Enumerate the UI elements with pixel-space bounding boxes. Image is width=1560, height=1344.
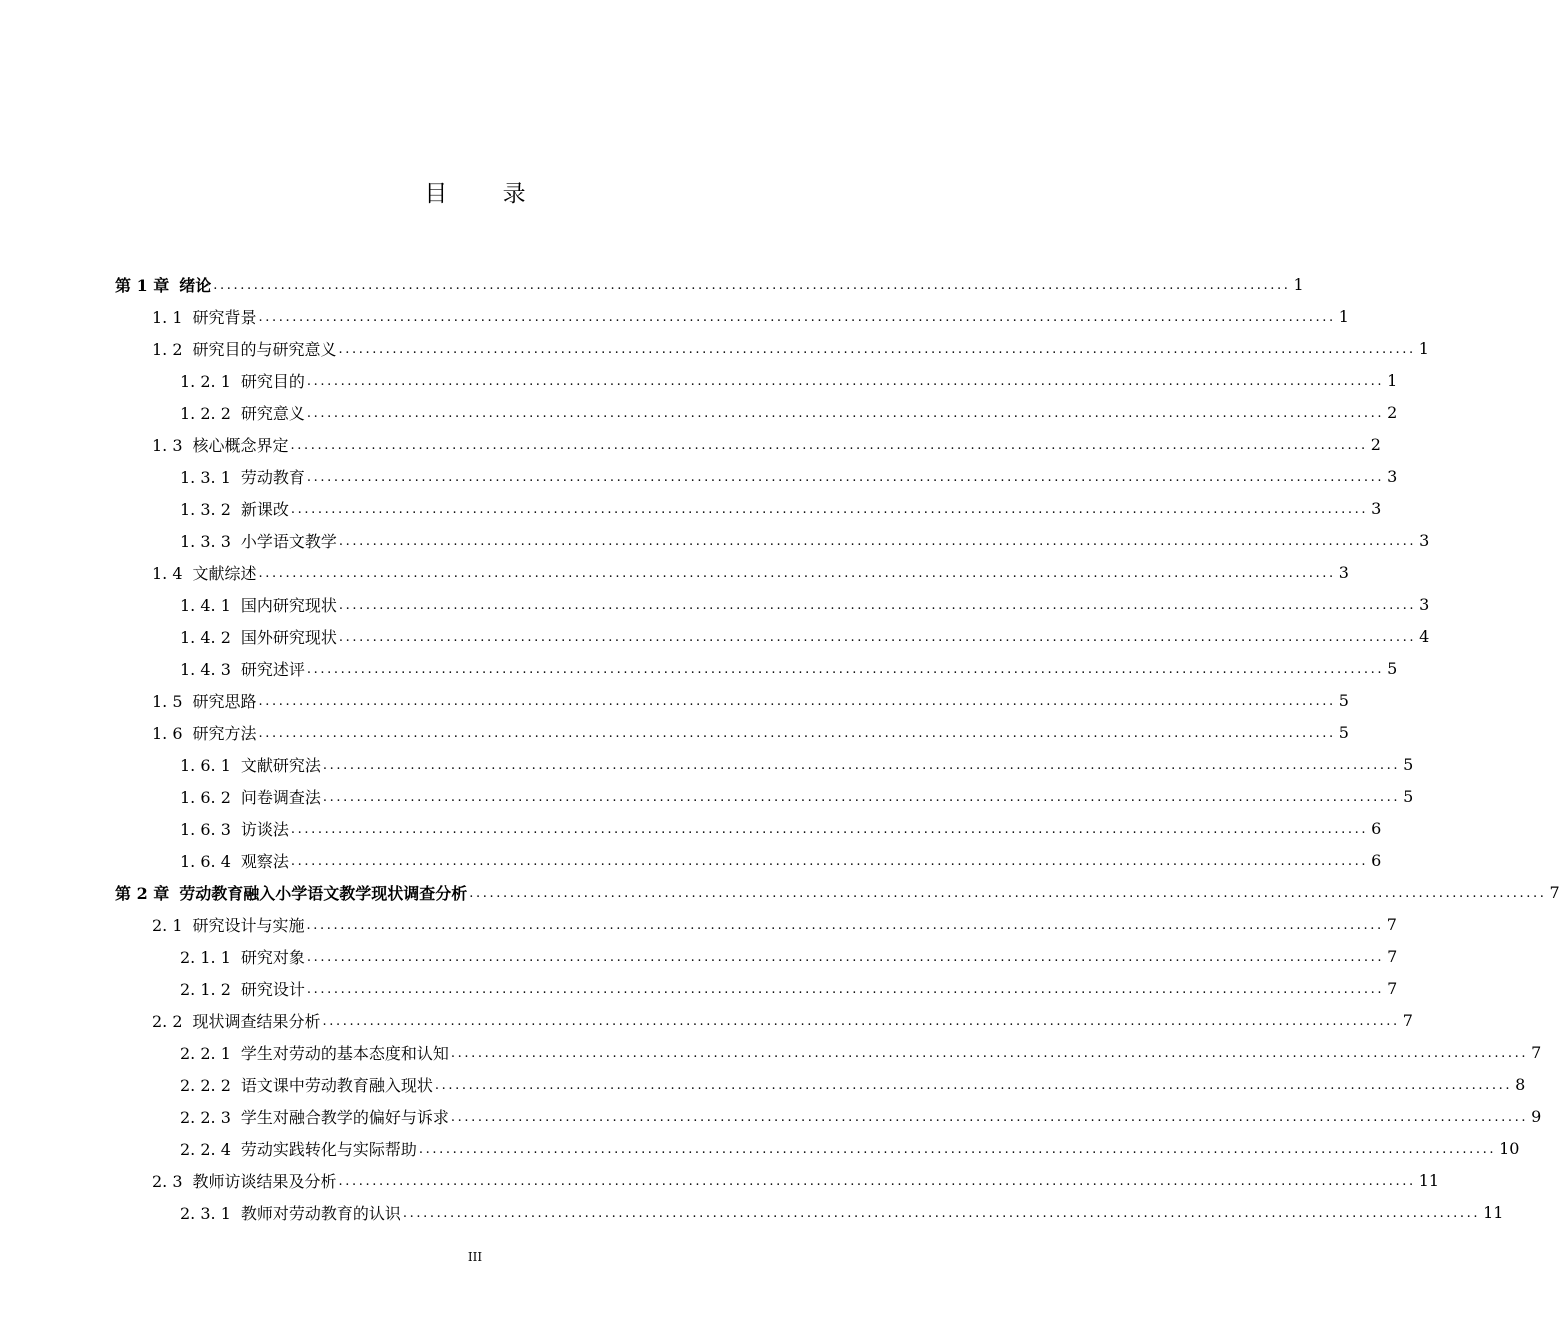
toc-dot-leader: ................................................................................................................................................................ [258,694,1336,709]
toc-entry-title: 劳动教育 [240,467,305,487]
toc-entry-label [180,945,305,968]
toc-entry-label [152,337,337,360]
page-number: III [467,1250,483,1264]
toc-entry[interactable] [180,780,1414,812]
toc-entry-label [152,433,289,456]
toc-entry-label [180,849,289,872]
toc-entry[interactable] [180,460,1398,492]
toc-entry-number: 1. 6. 2 [180,787,231,807]
toc-dot-leader: ................................................................................................................................................................ [322,790,1401,805]
toc-entry-number: 1. 6. 4 [180,851,231,871]
toc-entry-number: 1. 5 [152,691,183,711]
toc-entry-label [180,401,305,424]
toc-dot-leader: ................................................................................................................................................................ [434,1078,1513,1093]
toc-entry-title: 核心概念界定 [192,435,289,455]
toc-entry-label [180,497,289,520]
toc-dot-leader: ................................................................................................................................................................ [290,438,1368,453]
toc-entry-title: 问卷调查法 [240,787,321,807]
toc-entry-number: 2. 2 [152,1011,183,1031]
toc-entry-page: 3 [1371,498,1382,518]
toc-entry-page: 1 [1418,338,1429,358]
toc-entry-title: 研究意义 [240,403,305,423]
toc-entry-title: 访谈法 [240,819,289,839]
toc-dot-leader: ................................................................................................................................................................ [450,1046,1529,1061]
toc-entry-title: 现状调查结果分析 [192,1011,321,1031]
toc-entry[interactable] [180,1132,1520,1164]
toc-entry[interactable] [152,684,1349,716]
toc-entry-page: 7 [1549,882,1560,902]
toc-entry-label [180,1073,433,1096]
toc-entry-label [152,913,305,936]
toc-entry-label [180,1201,401,1224]
toc-dot-leader: ................................................................................................................................................................ [306,406,1385,421]
toc-dot-leader: ................................................................................................................................................................ [418,1142,1497,1157]
toc-entry-number: 1. 6 [152,723,183,743]
toc-entry[interactable] [180,748,1414,780]
toc-entry-number: 2. 3 [152,1171,183,1191]
toc-entry-number: 2. 2. 1 [180,1043,231,1063]
toc-entry-page: 4 [1419,626,1430,646]
toc-entry-page: 3 [1338,562,1349,582]
toc-dot-leader: ................................................................................................................................................................ [402,1206,1481,1221]
toc-entry-page: 1 [1338,306,1349,326]
toc-entry-page: 5 [1338,722,1349,742]
toc-entry-page: 6 [1371,850,1382,870]
toc-entry-label [152,689,257,712]
toc-dot-leader: ................................................................................................................................................................ [306,374,1385,389]
toc-entry-page: 7 [1531,1042,1542,1062]
toc-dot-leader: ................................................................................................................................................................ [338,342,1416,357]
toc-entry-title: 文献综述 [192,563,257,583]
toc-entry-number: 1. 6. 3 [180,819,231,839]
toc-entry-page: 5 [1403,754,1414,774]
toc-entry-page: 3 [1419,594,1430,614]
toc-entry-label [152,305,257,328]
toc-entry[interactable] [180,1068,1526,1100]
toc-entry-number: 1. 4 [152,563,183,583]
toc-dot-leader: ................................................................................................................................................................ [306,470,1385,485]
toc-entry[interactable] [152,716,1349,748]
toc-entry-number: 2. 2. 4 [180,1139,231,1159]
toc-entry[interactable] [152,908,1397,940]
toc-entry[interactable] [180,812,1382,844]
toc-entry-number: 2. 1. 2 [180,979,231,999]
toc-entry[interactable] [180,620,1430,652]
toc-entry-page: 7 [1387,978,1398,998]
toc-entry-number: 1. 2. 2 [180,403,231,423]
toc-entry-label [180,817,289,840]
toc-entry[interactable] [180,588,1430,620]
toc-entry-number: 2. 1 [152,915,183,935]
toc-entry-title: 研究目的 [240,371,305,391]
toc-entry-page: 5 [1403,786,1414,806]
toc-entry[interactable] [180,940,1398,972]
toc-entry-page: 5 [1387,658,1398,678]
toc-dot-leader: ................................................................................................................................................................ [290,854,1369,869]
toc-dot-leader: ................................................................................................................................................................ [338,630,1417,645]
toc-entry[interactable] [180,1100,1542,1132]
toc-entry-title: 文献研究法 [240,755,321,775]
toc-dot-leader: ................................................................................................................................................................ [338,1174,1416,1189]
toc-entry-label [180,529,337,552]
toc-entry[interactable] [180,396,1398,428]
toc-entry[interactable] [152,300,1349,332]
toc-entry-page: 10 [1499,1138,1520,1158]
toc-entry-label [180,753,321,776]
toc-entry-number: 1. 2. 1 [180,371,231,391]
toc-entry-label [152,1169,337,1192]
toc-dot-leader: ................................................................................................................................................................ [322,1014,1400,1029]
toc-entry-page: 5 [1338,690,1349,710]
toc-dot-leader: ................................................................................................................................................................ [338,534,1417,549]
toc-entry-number: 2. 1. 1 [180,947,231,967]
toc-entry-number: 第 2 章 [115,883,170,903]
toc-entry-label [115,273,211,296]
toc-dot-leader: ................................................................................................................................................................ [290,822,1369,837]
toc-dot-leader: ................................................................................................................................................................ [306,982,1385,997]
toc-entry[interactable] [180,524,1430,556]
toc-entry-label [115,881,467,904]
toc-entry-title: 研究思路 [192,691,257,711]
toc-entry-title: 研究设计与实施 [192,915,305,935]
toc-dot-leader: ................................................................................................................................................................ [258,566,1336,581]
toc-entry-number: 1. 4. 1 [180,595,231,615]
toc-entry-page: 3 [1419,530,1430,550]
toc-entry-number: 2. 3. 1 [180,1203,231,1223]
toc-entry-title: 教师访谈结果及分析 [192,1171,337,1191]
toc-entry-label [152,721,257,744]
toc-entry-title: 观察法 [240,851,289,871]
toc-entry-title: 研究对象 [240,947,305,967]
toc-entry-page: 1 [1293,274,1304,294]
toc-entry-label [152,561,257,584]
toc-entry[interactable] [180,1036,1542,1068]
toc-entry-page: 7 [1402,1010,1413,1030]
toc-entry-page: 3 [1387,466,1398,486]
toc-entry-title: 劳动实践转化与实际帮助 [240,1139,417,1159]
toc-dot-leader: ................................................................................................................................................................ [306,950,1385,965]
toc-entry-label [152,1009,321,1032]
toc-dot-leader: ................................................................................................................................................................ [469,886,1547,901]
toc-entry-label [180,369,305,392]
toc-entry-label [180,657,305,680]
toc-entry-page: 9 [1531,1106,1542,1126]
toc-entry-number: 1. 3 [152,435,183,455]
toc-entry-number: 2. 2. 3 [180,1107,231,1127]
toc-entry-label [180,1041,449,1064]
toc-entry[interactable] [115,268,1304,300]
toc-entry-number: 1. 3. 2 [180,499,231,519]
toc-dot-leader: ................................................................................................................................................................ [338,598,1417,613]
toc-entry-number: 1. 4. 2 [180,627,231,647]
toc-entry[interactable] [180,844,1382,876]
toc-entry-number: 1. 1 [152,307,183,327]
toc-entry-title: 研究目的与研究意义 [192,339,337,359]
toc-entry-title: 研究设计 [240,979,305,999]
toc-entry-label [180,465,305,488]
toc-entry-number: 第 1 章 [115,275,170,295]
toc-entry-page: 7 [1386,914,1397,934]
toc-entry-label [180,625,337,648]
toc-entry-label [180,1105,449,1128]
toc-dot-leader: ................................................................................................................................................................ [322,758,1401,773]
page-title: 目 录 [424,181,550,207]
toc-entry-number: 1. 3. 3 [180,531,231,551]
toc-entry-label [180,785,321,808]
toc-entry[interactable] [180,364,1398,396]
toc-entry[interactable] [180,492,1382,524]
toc-entry[interactable] [180,972,1398,1004]
toc-entry-page: 7 [1387,946,1398,966]
toc-dot-leader: ................................................................................................................................................................ [306,918,1384,933]
toc-entry-title: 劳动教育融入小学语文教学现状调查分析 [179,883,468,903]
toc-entry-number: 2. 2. 2 [180,1075,231,1095]
toc-entry-title: 国外研究现状 [240,627,337,647]
toc-entry[interactable] [115,876,1560,908]
toc-entry[interactable] [152,332,1429,364]
toc-dot-leader: ................................................................................................................................................................ [306,662,1385,677]
toc-entry-number: 1. 4. 3 [180,659,231,679]
toc-entry-label [180,977,305,1000]
toc-entry[interactable] [152,428,1381,460]
toc-entry-page: 2 [1387,402,1398,422]
toc-dot-leader: ................................................................................................................................................................ [290,502,1369,517]
toc-entry-page: 8 [1515,1074,1526,1094]
toc-entry-title: 研究方法 [192,723,257,743]
toc-entry-title: 新课改 [240,499,289,519]
toc-dot-leader: ................................................................................................................................................................ [258,310,1336,325]
toc-entry-title: 国内研究现状 [240,595,337,615]
toc-entry-title: 学生对融合教学的偏好与诉求 [240,1107,449,1127]
toc-entry[interactable] [152,1164,1440,1196]
toc-entry[interactable] [180,1196,1504,1228]
toc-entry-number: 1. 3. 1 [180,467,231,487]
toc-entry-page: 1 [1387,370,1398,390]
toc-entry-label [180,1137,417,1160]
toc-entry-page: 6 [1371,818,1382,838]
toc-entry-title: 教师对劳动教育的认识 [240,1203,401,1223]
toc-entry-number: 1. 2 [152,339,183,359]
toc-dot-leader: ................................................................................................................................................................ [450,1110,1529,1125]
toc-dot-leader: ................................................................................................................................................................ [213,278,1291,293]
toc-entry-number: 1. 6. 1 [180,755,231,775]
toc-entry-title: 研究背景 [192,307,257,327]
toc-entry[interactable] [152,1004,1413,1036]
toc-entry-title: 绪论 [179,275,212,295]
toc-entry[interactable] [180,652,1398,684]
toc-entry-title: 小学语文教学 [240,531,337,551]
toc-entry-page: 11 [1418,1170,1440,1190]
toc-entry-label [180,593,337,616]
toc-entry-title: 语文课中劳动教育融入现状 [240,1075,433,1095]
toc-entry-title: 研究述评 [240,659,305,679]
toc-entry[interactable] [152,556,1349,588]
toc-entry-title: 学生对劳动的基本态度和认知 [240,1043,449,1063]
toc-entry-page: 11 [1483,1202,1504,1222]
toc-entry-page: 2 [1370,434,1381,454]
toc-dot-leader: ................................................................................................................................................................ [258,726,1336,741]
